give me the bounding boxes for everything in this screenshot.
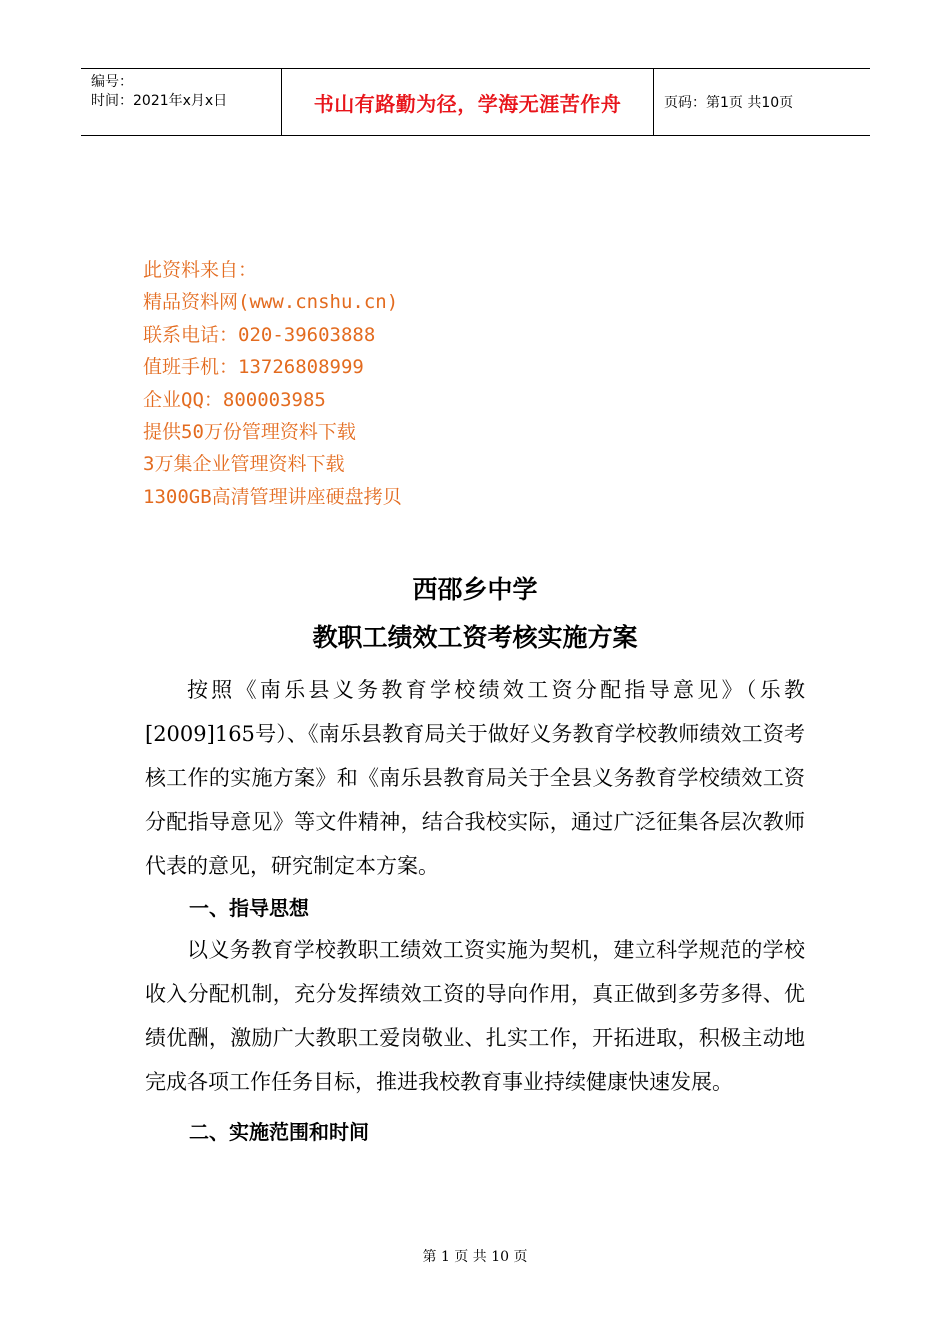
section-heading-1: 一、指导思想: [189, 896, 309, 920]
source-line: 联系电话：020-39603888: [143, 323, 376, 346]
source-line: 1300GB高清管理讲座硬盘拷贝: [143, 485, 402, 508]
source-line: 3万集企业管理资料下载: [143, 453, 345, 476]
page-footer: 第 1 页 共 10 页: [422, 1249, 528, 1265]
source-line: 值班手机：13726808999: [143, 356, 364, 379]
source-line: 提供50万份管理资料下载: [143, 421, 356, 444]
document-title-main: 教职工绩效工资考核实施方案: [312, 623, 638, 652]
source-line: 精品资料网(www.cnshu.cn): [143, 291, 399, 314]
header-motto: 书山有路勤为径，学海无涯苦作舟: [282, 69, 654, 135]
section-heading-2: 二、实施范围和时间: [189, 1120, 369, 1144]
document-header: [81, 68, 870, 136]
document-body: [145, 668, 805, 1152]
header-left-cell: [81, 69, 282, 135]
source-info-block: [143, 254, 402, 513]
header-page-info: 页码：第1页 共10页: [664, 95, 794, 111]
number-label: 编号：: [91, 74, 133, 90]
intro-paragraph: 按照《南乐县义务教育学校绩效工资分配指导意见》（乐教[2009]165号）、《南乐县教育局关于做好义务教育学校教师绩效工资考核工作的实施方案》和《南乐县教育局关于全县义务教育学校绩效工资分配指导意见》等文件精神，结合我校实际，通过广泛征集各层次教师代表的意见，研究制定本方案。: [145, 678, 805, 878]
time-label: 时间：2021年x月x日: [91, 93, 228, 109]
source-line: 企业QQ：800003985: [143, 388, 326, 411]
document-title-school: 西邵乡中学: [412, 575, 538, 604]
section-1-paragraph: 以义务教育学校教职工绩效工资实施为契机，建立科学规范的学校收入分配机制，充分发挥绩效工资的导向作用，真正做到多劳多得、优绩优酬，激励广大教职工爱岗敬业、扎实工作，开拓进取，积极主动地完成各项工作任务目标，推进我校教育事业持续健康快速发展。: [145, 938, 805, 1094]
source-line: 此资料来自：: [143, 259, 258, 281]
